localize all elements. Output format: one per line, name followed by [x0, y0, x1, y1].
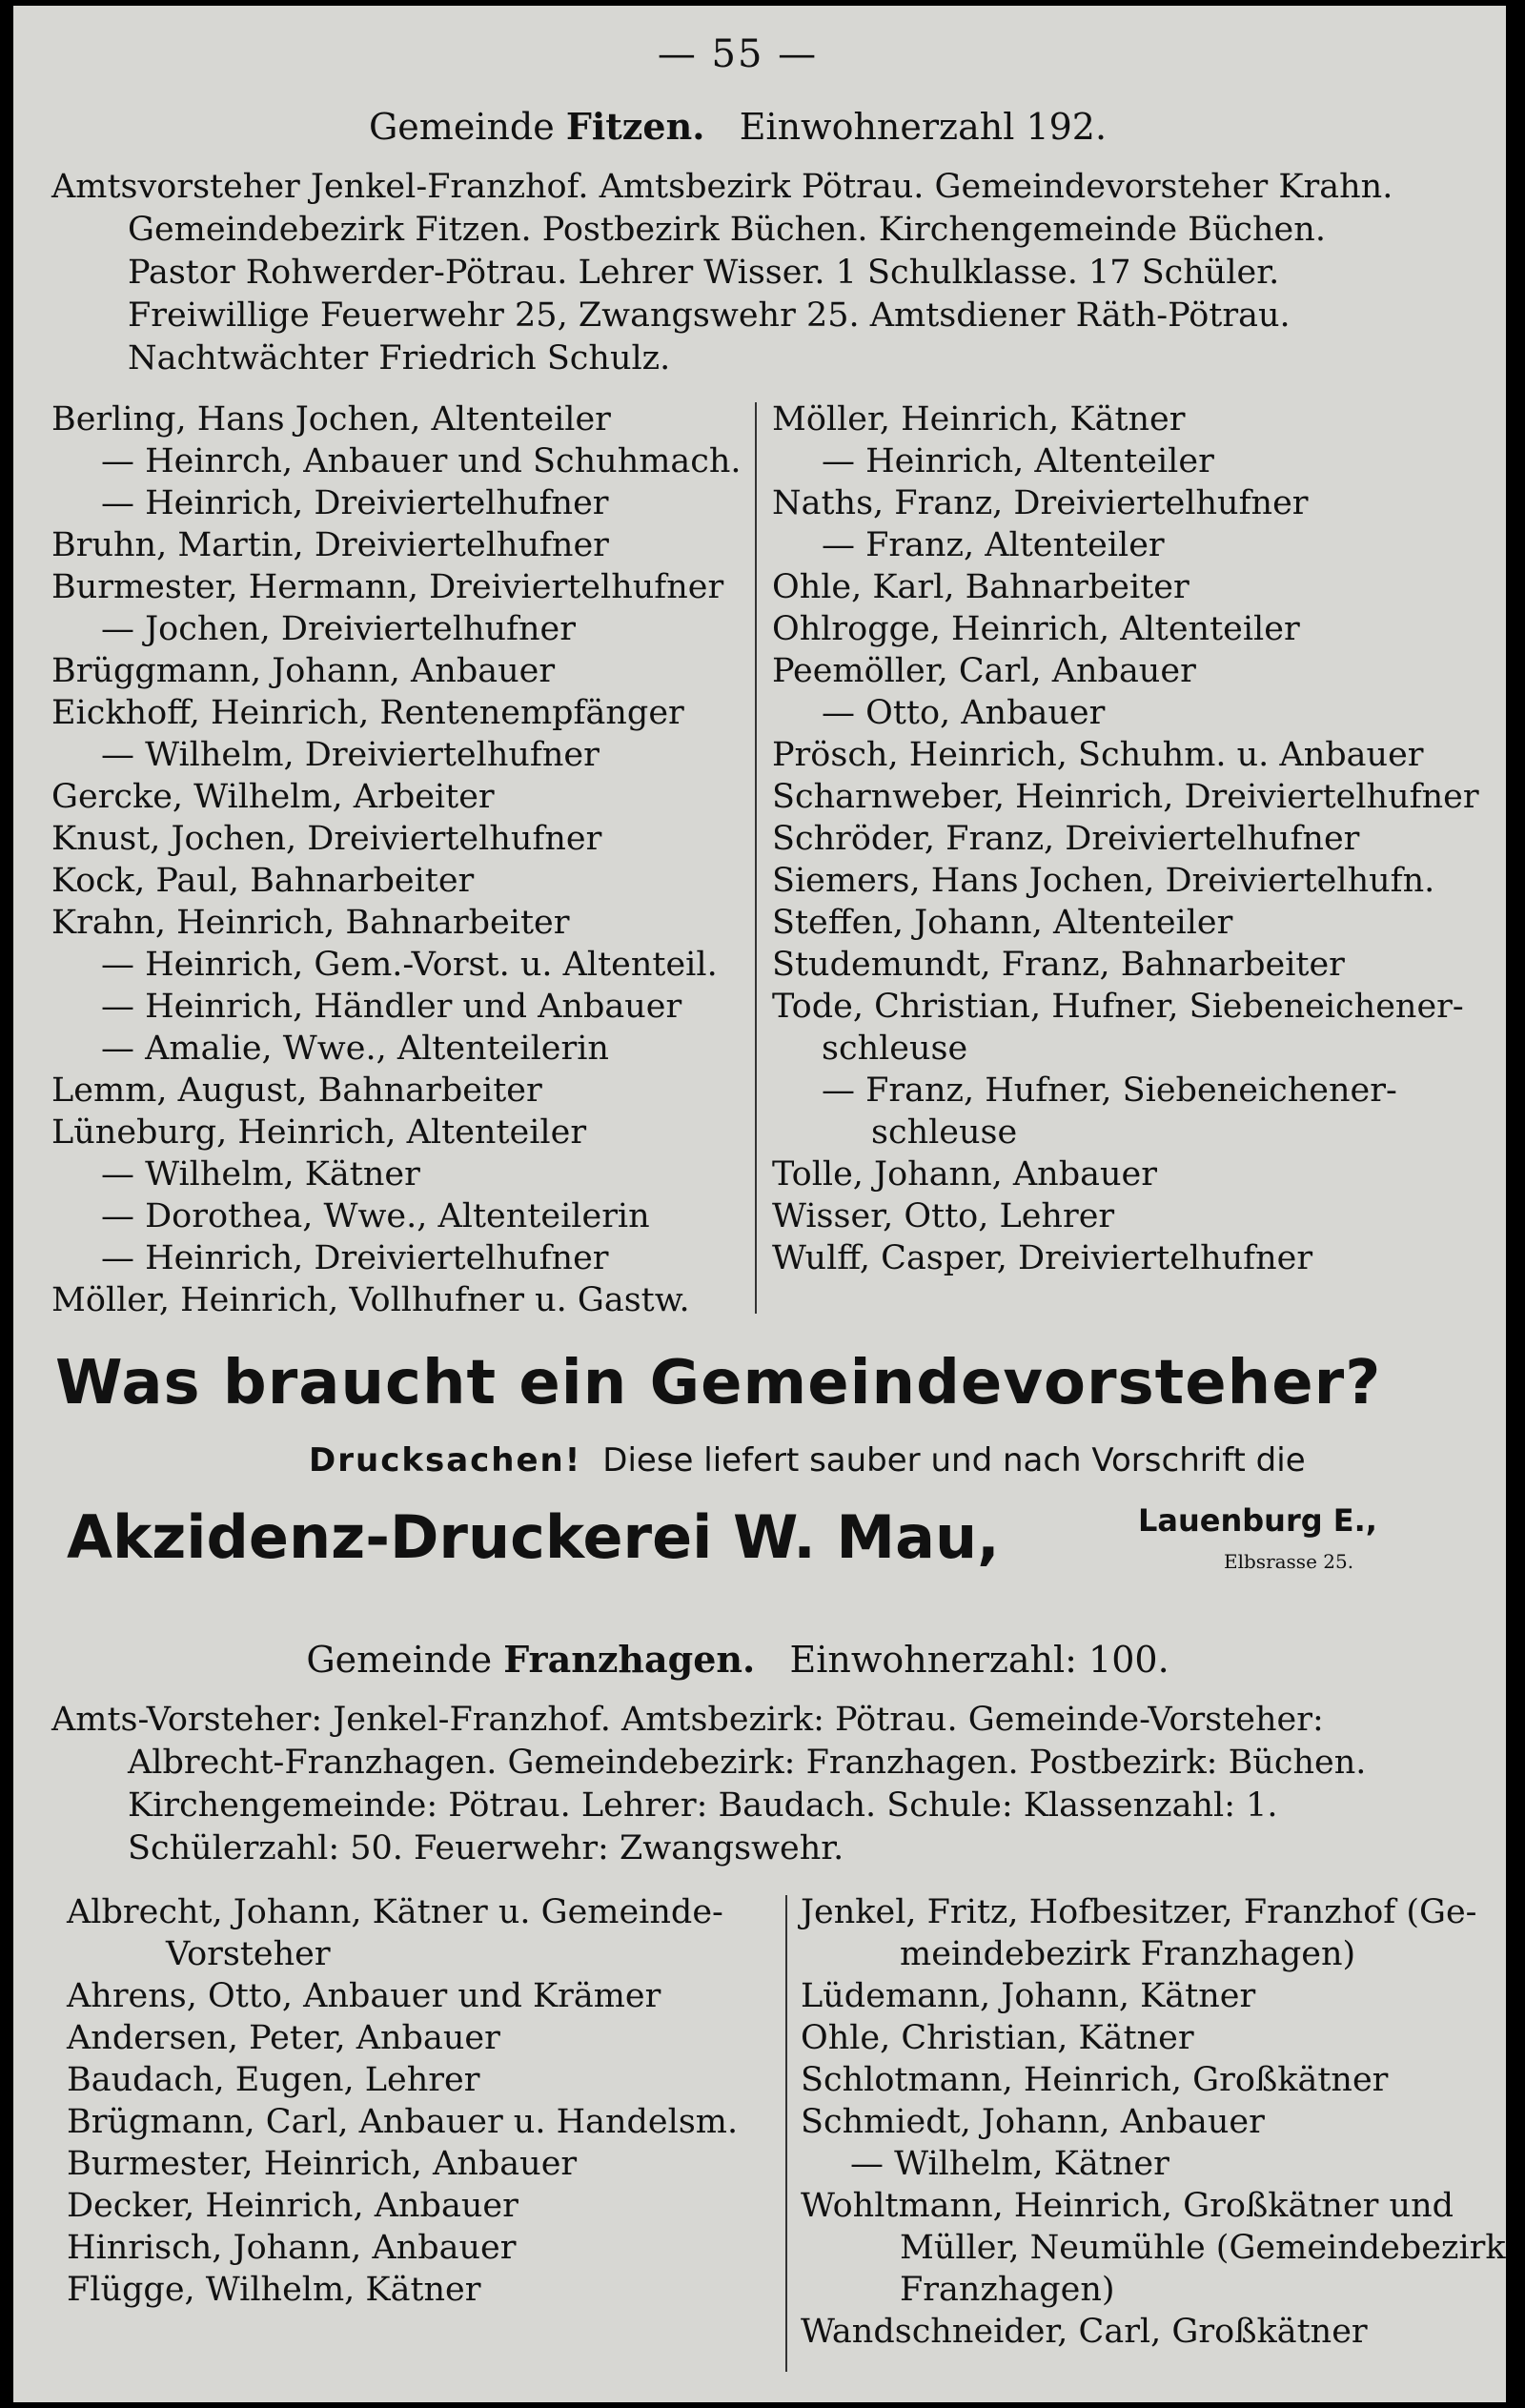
- list-item: Lemm, August, Bahnarbeiter: [51, 1071, 542, 1110]
- gemeinde-label: Gemeinde: [306, 1639, 493, 1681]
- list-item: Vorsteher: [166, 1935, 331, 1973]
- list-item: Siemers, Hans Jochen, Dreiviertelhufn.: [772, 862, 1435, 900]
- advert-city: Lauenburg E.,: [1138, 1502, 1377, 1539]
- list-item: Kock, Paul, Bahnarbeiter: [51, 862, 475, 900]
- advert-subline: [309, 1441, 1306, 1479]
- info-line: Schülerzahl: 50. Feuerwehr: Zwangswehr.: [128, 1829, 844, 1867]
- info-line: Gemeindebezirk Fitzen. Postbezirk Büchen. Kirchengemeinde Büchen.: [128, 211, 1326, 249]
- list-item: Prösch, Heinrich, Schuhm. u. Anbauer: [772, 736, 1424, 774]
- list-item: Andersen, Peter, Anbauer: [67, 2019, 500, 2057]
- list-item: Scharnweber, Heinrich, Dreiviertelhufner: [772, 778, 1479, 816]
- list-item: Naths, Franz, Dreiviertelhufner: [772, 484, 1309, 522]
- list-item: Steffen, Johann, Altenteiler: [772, 904, 1233, 942]
- list-item: — Heinrich, Händler und Anbauer: [101, 988, 682, 1026]
- list-item: Tode, Christian, Hufner, Siebeneichener-: [772, 988, 1464, 1026]
- book-page: [13, 6, 1506, 2402]
- list-item: Krahn, Heinrich, Bahnarbeiter: [51, 904, 570, 942]
- advert-headline: Was braucht ein Gemeindevorsteher?: [55, 1348, 1382, 1418]
- list-item: Knust, Jochen, Dreiviertelhufner: [51, 820, 602, 858]
- list-item: Jenkel, Fritz, Hofbesitzer, Franzhof (Ge-: [801, 1893, 1477, 1931]
- page-number: — 55 —: [657, 32, 819, 76]
- gemeinde-name: Franzhagen.: [503, 1638, 756, 1681]
- list-item: Schröder, Franz, Dreiviertelhufner: [772, 820, 1360, 858]
- list-item: — Franz, Altenteiler: [822, 526, 1165, 564]
- list-item: Berling, Hans Jochen, Altenteiler: [51, 400, 611, 439]
- list-item: Müller, Neumühle (Gemeindebezirk: [900, 2229, 1506, 2267]
- column-divider: [755, 402, 757, 1314]
- list-item: Ohle, Christian, Kätner: [801, 2019, 1194, 2057]
- list-item: Möller, Heinrich, Vollhufner u. Gastw.: [51, 1281, 690, 1319]
- section1-right-column: [772, 398, 1479, 1279]
- list-item: Peemöller, Carl, Anbauer: [772, 652, 1196, 690]
- list-item: Brüggmann, Johann, Anbauer: [51, 652, 556, 690]
- list-item: schleuse: [871, 1113, 1018, 1152]
- info-line: Kirchengemeinde: Pötrau. Lehrer: Baudach. Schule: Klassenzahl: 1.: [128, 1786, 1278, 1825]
- list-item: Burmester, Hermann, Dreiviertelhufner: [51, 568, 724, 606]
- list-item: Wandschneider, Carl, Großkätner: [801, 2313, 1368, 2351]
- advert-drucksachen: Drucksachen!: [309, 1441, 582, 1479]
- list-item: Schlotmann, Heinrich, Großkätner: [801, 2061, 1389, 2099]
- list-item: Eickhoff, Heinrich, Rentenempfänger: [51, 694, 684, 732]
- list-item: Wulff, Casper, Dreiviertelhufner: [772, 1239, 1313, 1277]
- list-item: Wisser, Otto, Lehrer: [772, 1197, 1115, 1235]
- list-item: Ohlrogge, Heinrich, Altenteiler: [772, 610, 1300, 648]
- list-item: Hinrisch, Johann, Anbauer: [67, 2229, 517, 2267]
- info-line: Pastor Rohwerder-Pötrau. Lehrer Wisser. 1 Schulklasse. 17 Schüler.: [128, 254, 1280, 292]
- section-heading-franzhagen: [13, 1638, 1462, 1681]
- list-item: — Heinrich, Dreiviertelhufner: [101, 1239, 609, 1277]
- list-item: — Heinrich, Dreiviertelhufner: [101, 484, 609, 522]
- info-line: Nachtwächter Friedrich Schulz.: [128, 339, 671, 378]
- list-item: Schmiedt, Johann, Anbauer: [801, 2103, 1265, 2141]
- list-item: — Heinrich, Altenteiler: [822, 442, 1214, 480]
- list-item: Möller, Heinrich, Kätner: [772, 400, 1186, 439]
- list-item: Brügmann, Carl, Anbauer u. Handelsm.: [67, 2103, 739, 2141]
- list-item: Wohltmann, Heinrich, Großkätner und: [801, 2187, 1454, 2225]
- list-item: Baudach, Eugen, Lehrer: [67, 2061, 480, 2099]
- list-item: Studemundt, Franz, Bahnarbeiter: [772, 946, 1345, 984]
- section-heading-fitzen: [13, 105, 1462, 148]
- list-item: — Dorothea, Wwe., Altenteilerin: [101, 1197, 650, 1235]
- list-item: Flügge, Wilhelm, Kätner: [67, 2271, 481, 2309]
- section2-left-column: [67, 1891, 738, 2311]
- list-item: — Amalie, Wwe., Altenteilerin: [101, 1030, 609, 1068]
- list-item: — Wilhelm, Kätner: [101, 1155, 420, 1194]
- list-item: schleuse: [822, 1030, 968, 1068]
- info-line: Amts-Vorsteher: Jenkel-Franzhof. Amtsbezirk: Pötrau. Gemeinde-Vorsteher:: [51, 1701, 1324, 1739]
- gemeinde-name: Fitzen.: [565, 105, 705, 148]
- section2-info: [51, 1699, 1481, 1870]
- einwohnerzahl: Einwohnerzahl 192.: [739, 106, 1108, 148]
- advert-company: Akzidenz-Druckerei W. Mau,: [67, 1502, 1000, 1572]
- list-item: Ohle, Karl, Bahnarbeiter: [772, 568, 1190, 606]
- advert-subline-text: Diese liefert sauber und nach Vorschrift die: [602, 1441, 1306, 1479]
- list-item: Lüneburg, Heinrich, Altenteiler: [51, 1113, 587, 1152]
- list-item: — Heinrich, Gem.-Vorst. u. Altenteil.: [101, 946, 718, 984]
- list-item: — Heinrch, Anbauer und Schuhmach.: [101, 442, 742, 480]
- info-line: Albrecht-Franzhagen. Gemeindebezirk: Franzhagen. Postbezirk: Büchen.: [128, 1744, 1367, 1782]
- list-item: — Wilhelm, Dreiviertelhufner: [101, 736, 600, 774]
- list-item: Decker, Heinrich, Anbauer: [67, 2187, 518, 2225]
- einwohnerzahl: Einwohnerzahl: 100.: [789, 1639, 1169, 1681]
- section1-left-column: [51, 398, 742, 1321]
- list-item: — Otto, Anbauer: [822, 694, 1106, 732]
- list-item: — Jochen, Dreiviertelhufner: [101, 610, 576, 648]
- section1-info: [51, 166, 1481, 380]
- info-line: Amtsvorsteher Jenkel-Franzhof. Amtsbezirk Pötrau. Gemeindevorsteher Krahn.: [51, 168, 1393, 206]
- column-divider: [785, 1895, 787, 2372]
- gemeinde-label: Gemeinde: [368, 106, 555, 148]
- list-item: Franzhagen): [900, 2271, 1115, 2309]
- list-item: — Franz, Hufner, Siebeneichener-: [822, 1071, 1397, 1110]
- list-item: Bruhn, Martin, Dreiviertelhufner: [51, 526, 609, 564]
- advert-street: Elbsrasse 25.: [1224, 1550, 1354, 1573]
- list-item: Burmester, Heinrich, Anbauer: [67, 2145, 578, 2183]
- section2-right-column: [801, 1891, 1506, 2353]
- list-item: Ahrens, Otto, Anbauer und Krämer: [67, 1977, 661, 2015]
- list-item: Lüdemann, Johann, Kätner: [801, 1977, 1256, 2015]
- list-item: Gercke, Wilhelm, Arbeiter: [51, 778, 495, 816]
- info-line: Freiwillige Feuerwehr 25, Zwangswehr 25. Amtsdiener Räth-Pötrau.: [128, 296, 1291, 335]
- list-item: meindebezirk Franzhagen): [900, 1935, 1356, 1973]
- list-item: Tolle, Johann, Anbauer: [772, 1155, 1157, 1194]
- list-item: Albrecht, Johann, Kätner u. Gemeinde-: [67, 1893, 723, 1931]
- list-item: — Wilhelm, Kätner: [850, 2145, 1169, 2183]
